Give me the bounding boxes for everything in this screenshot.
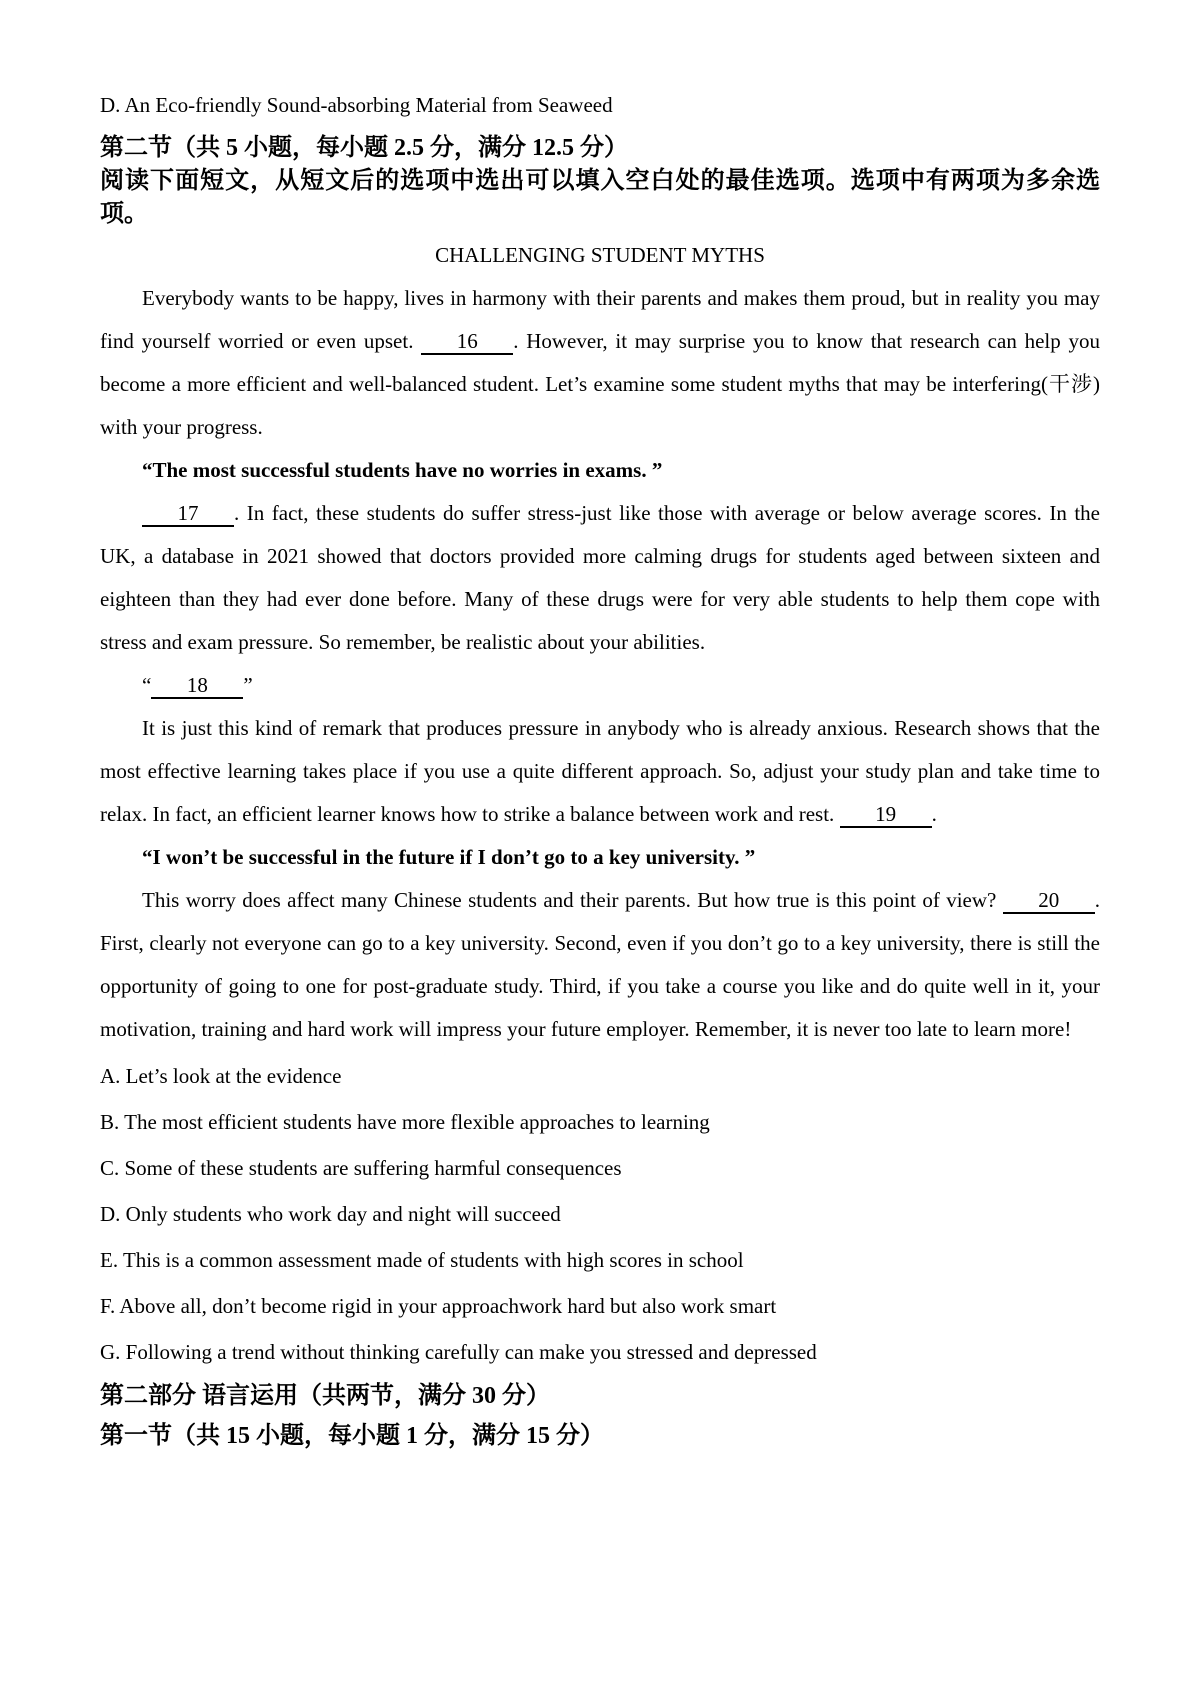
passage-paragraph-2 [100, 492, 1100, 664]
quote-close-mark: ” [243, 673, 253, 697]
answer-option-c: C. Some of these students are suffering harmful consequences [100, 1156, 622, 1180]
paragraph-3-text-after-blank: . [931, 802, 937, 826]
answer-option-b: B. The most efficient students have more flexible approaches to learning [100, 1110, 710, 1134]
passage-paragraph-4 [100, 879, 1100, 1051]
blank-17: 17 [142, 501, 234, 527]
paragraph-2-text-after-blank: . In fact, these students do suffer stress-just like those with average or below average scores. In the UK, a database in 2021 showed that doctors provided more calming drugs for students aged between sixteen and eighteen than they had ever done before. Many of these drugs were for very able students to help them cope with stress and exam pressure. So remember, be realistic about your abilities. [100, 501, 1100, 654]
answer-option-d: D. Only students who work day and night will succeed [100, 1202, 561, 1226]
quote-open-mark: “ [142, 673, 152, 697]
blank-18: 18 [151, 673, 243, 699]
answer-option-e: E. This is a common assessment made of students with high scores in school [100, 1248, 744, 1272]
part2-heading: 第二部分 语言运用（共两节，满分 30 分） [100, 1383, 550, 1409]
passage-paragraph-3 [100, 707, 1100, 836]
blank-16: 16 [421, 329, 513, 355]
myth-heading-1: “The most successful students have no worries in exams. ” [142, 458, 663, 482]
passage-title: CHALLENGING STUDENT MYTHS [435, 243, 765, 267]
passage-paragraph-1 [100, 277, 1100, 449]
section2-instructions: 阅读下面短文，从短文后的选项中选出可以填入空白处的最佳选项。选项中有两项为多余选项。 [100, 168, 1100, 227]
answer-option-a: A. Let’s look at the evidence [100, 1064, 342, 1088]
paragraph-1-text-after-blank: . However, it may surprise you to know that research can help you become a more efficient and well-balanced student. Let’s examine some student myths that may be interfering(干涉) with your progress. [100, 329, 1100, 439]
section2-heading: 第二节（共 5 小题，每小题 2.5 分，满分 12.5 分） [100, 135, 628, 161]
paragraph-4-text-before-blank: This worry does affect many Chinese students and their parents. But how true is this point of view? [142, 888, 1003, 912]
answer-option-g: G. Following a trend without thinking carefully can make you stressed and depressed [100, 1340, 817, 1364]
reading-option-d: D. An Eco-friendly Sound-absorbing Material from Seaweed [100, 93, 613, 117]
paragraph-1-text-before-blank: Everybody wants to be happy, lives in harmony with their parents and makes them proud, but in reality you may find yourself worried or even upset. [100, 286, 1100, 353]
paragraph-4-text-after-blank: . First, clearly not everyone can go to a key university. Second, even if you don’t go to a key university, there is still the opportunity of going to one for post-graduate study. Third, if you take a course you like and do quite well in it, your motivation, training and hard work will impress your future employer. Remember, it is never too late to learn more! [100, 888, 1100, 1041]
paragraph-3-text-before-blank: It is just this kind of remark that produces pressure in anybody who is already anxious. Research shows that the most effective learning takes place if you use a quite different approach. So, adjust your study plan and take time to relax. In fact, an efficient learner knows how to strike a balance between work and rest. [100, 716, 1100, 826]
blank-19: 19 [840, 802, 932, 828]
myth-heading-2-quote [100, 664, 1100, 707]
answer-option-f: F. Above all, don’t become rigid in your approachwork hard but also work smart [100, 1294, 777, 1318]
blank-20: 20 [1003, 888, 1095, 914]
myth-heading-3: “I won’t be successful in the future if I don’t go to a key university. ” [142, 845, 756, 869]
part2-section1-heading: 第一节（共 15 小题，每小题 1 分，满分 15 分） [100, 1423, 604, 1449]
answer-options-list [100, 1053, 1100, 1375]
